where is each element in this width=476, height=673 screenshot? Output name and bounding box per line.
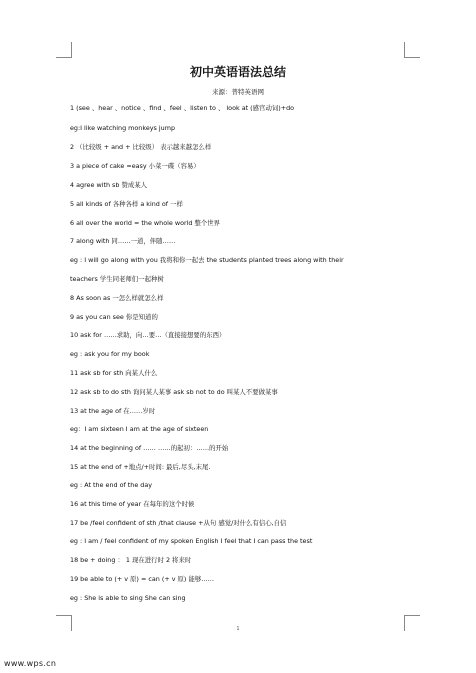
document-title: 初中英语语法总结 bbox=[189, 65, 286, 79]
body-line: 5 all kinds of 各种各样 a kind of 一样 bbox=[70, 200, 183, 208]
body-line: 18 be + doing ： 1 现在进行时 2 将来时 bbox=[70, 556, 192, 564]
body-line: eg:I like watching monkeys jump bbox=[70, 124, 176, 132]
body-line: 17 be /feel confident of sth /that clause +从句 感觉/对什么有信心,自信 bbox=[70, 519, 287, 527]
body-line: 2 （比较级 + and + 比较级） 表示越来越怎么样 bbox=[70, 143, 212, 151]
body-line: 11 ask sb for sth 向某人什么 bbox=[70, 369, 158, 377]
body-line: 8 As soon as 一怎么样就怎么样 bbox=[70, 294, 164, 302]
body-line: 7 along with 同……一道，伴随…… bbox=[70, 237, 176, 245]
body-line: eg : At the end of the day bbox=[70, 481, 153, 489]
page-number: 1 bbox=[236, 626, 240, 632]
body-line: eg : I am / feel confident of my spoken English I feel that I can pass the test bbox=[70, 537, 313, 545]
body-line: 19 be able to (+ v 原) = can (+ v 原) 能够…… bbox=[70, 575, 215, 583]
body-line: eg : She is able to sing She can sing bbox=[70, 594, 186, 602]
crop-mark-top-right-v bbox=[404, 42, 405, 58]
body-line: eg : I will go along with you 我将和你一起去 the students planted trees along with their bbox=[70, 256, 344, 264]
crop-mark-bottom-right-h bbox=[404, 615, 420, 616]
body-line: 13 at the age of 在……岁时 bbox=[70, 407, 156, 415]
body-line: 3 a piece of cake =easy 小菜一碟（容易） bbox=[70, 162, 200, 170]
body-line: 15 at the end of +地点/+时间: 最后,尽头,末尾. bbox=[70, 463, 211, 471]
body-line: 10 ask for ……求助，向…要…（直接接想要的东西） bbox=[70, 331, 226, 339]
document-source: 来源：普特英语网 bbox=[212, 88, 264, 96]
body-line: 16 at this time of year 在每年的这个时候 bbox=[70, 500, 195, 508]
body-line: teachers 学生同老师们一起种树 bbox=[70, 275, 164, 283]
crop-mark-top-left-v bbox=[71, 42, 72, 58]
crop-mark-top-left-h bbox=[56, 57, 72, 58]
body-line: 12 ask sb to do sth 询问某人某事 ask sb not to do 叫某人不要做某事 bbox=[70, 388, 278, 396]
body-line: eg：I am sixteen I am at the age of sixteen bbox=[70, 425, 209, 433]
body-line: eg : ask you for my book bbox=[70, 350, 150, 358]
body-line: 9 as you can see 你是知道的 bbox=[70, 313, 158, 321]
body-line: 1 (see 、hear 、notice 、find 、feel 、listen to 、 look at (感官动词)+do bbox=[70, 104, 295, 112]
crop-mark-top-right-h bbox=[404, 57, 420, 58]
crop-mark-bottom-left-h bbox=[56, 615, 72, 616]
body-line: 4 agree with sb 赞成某人 bbox=[70, 181, 148, 189]
body-line: 6 all over the world = the whole world 整个世界 bbox=[70, 219, 221, 227]
site-watermark[interactable]: www.wps.cn bbox=[4, 659, 57, 668]
body-line: 14 at the beginning of …… ……的起初：……的开始 bbox=[70, 444, 229, 452]
